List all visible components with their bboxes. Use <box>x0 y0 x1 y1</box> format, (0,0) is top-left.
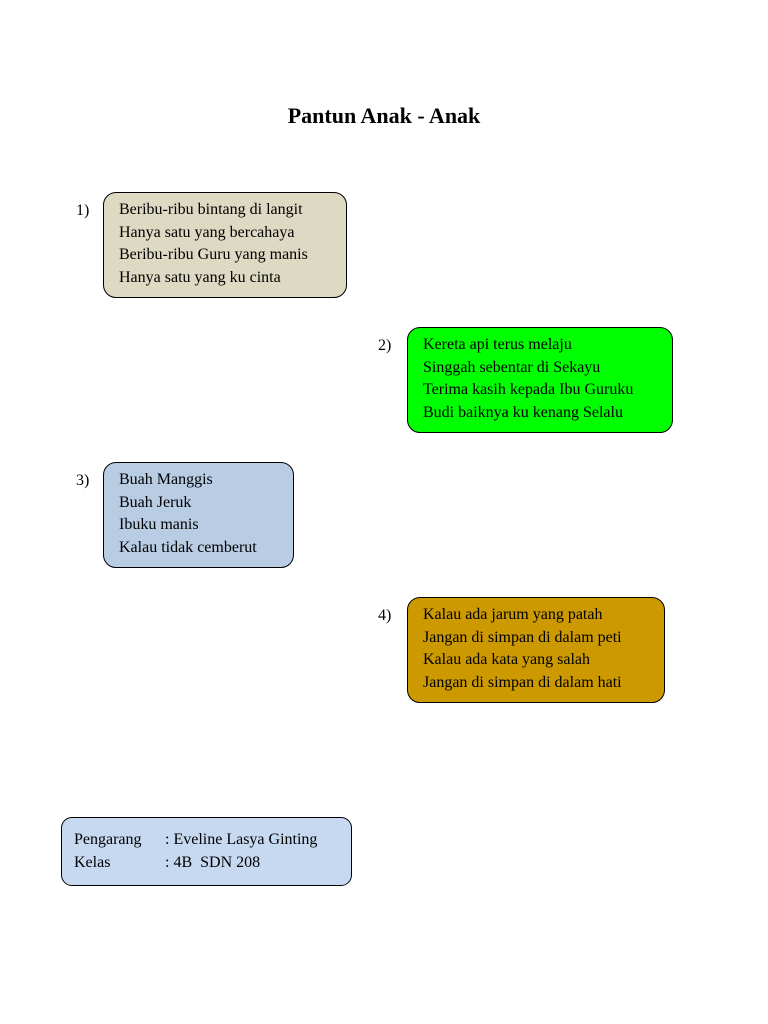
kelas-value: : 4B SDN 208 <box>165 854 261 871</box>
pantun-1-line-3: Beribu-ribu Guru yang manis <box>119 246 308 264</box>
pantun-3-line-3: Ibuku manis <box>119 516 199 534</box>
kelas-label: Kelas <box>74 854 111 871</box>
class-row <box>74 851 341 874</box>
pantun-2-line-3: Terima kasih kepada Ibu Guruku <box>423 381 634 399</box>
author-info-box <box>61 817 352 886</box>
pantun-4-number: 4) <box>378 607 392 624</box>
pantun-3-number: 3) <box>76 472 90 489</box>
pantun-3-box <box>103 462 294 568</box>
pantun-2-box <box>407 327 673 433</box>
pantun-4-box <box>407 597 665 703</box>
pantun-2-line-2: Singgah sebentar di Sekayu <box>423 358 601 376</box>
pengarang-label: Pengarang <box>74 831 142 848</box>
pantun-4-line-2: Jangan di simpan di dalam peti <box>423 628 622 646</box>
pantun-4-line-3: Kalau ada kata yang salah <box>423 651 591 669</box>
pantun-2-number: 2) <box>378 337 392 354</box>
pantun-2-line-1: Kereta api terus melaju <box>423 336 572 353</box>
pantun-1-line-1: Beribu-ribu bintang di langit <box>119 201 303 218</box>
pantun-1-line-2: Hanya satu yang bercahaya <box>119 223 295 241</box>
pantun-2-line-4: Budi baiknya ku kenang Selalu <box>423 404 623 422</box>
pantun-1-line-4: Hanya satu yang ku cinta <box>119 269 281 287</box>
pantun-4-line-1: Kalau ada jarum yang patah <box>423 606 603 623</box>
pengarang-value: : Eveline Lasya Ginting <box>165 831 318 848</box>
pantun-3-line-1: Buah Manggis <box>119 471 213 488</box>
pantun-1-box <box>103 192 347 298</box>
pantun-1-number: 1) <box>76 202 90 219</box>
page-title: Pantun Anak - Anak <box>287 103 481 128</box>
pantun-3-line-4: Kalau tidak cemberut <box>119 539 257 557</box>
pantun-3-line-2: Buah Jeruk <box>119 493 192 511</box>
author-row <box>74 828 341 851</box>
pantun-4-line-4: Jangan di simpan di dalam hati <box>423 674 622 692</box>
